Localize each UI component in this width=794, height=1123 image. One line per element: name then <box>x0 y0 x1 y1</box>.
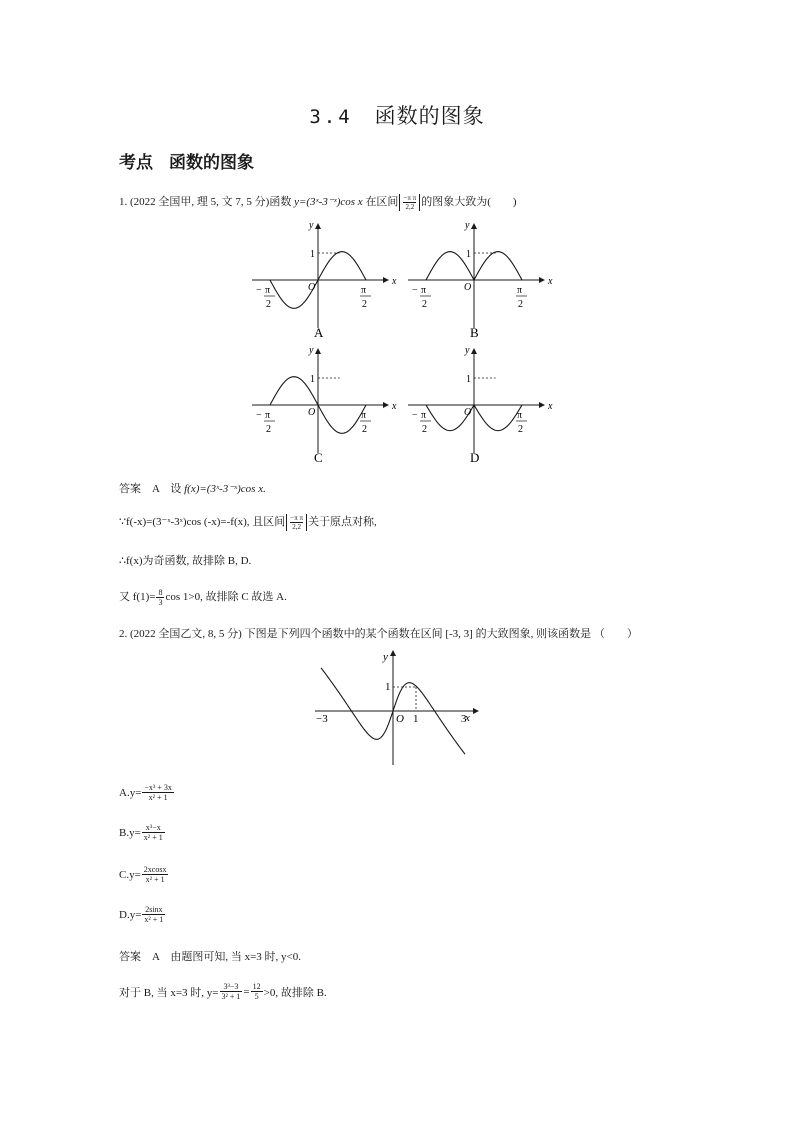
answer-1-line-3: ∴f(x)为奇函数, 故排除 B, D. <box>119 555 252 567</box>
graph-d-tick-pos-two: 2 <box>518 424 523 435</box>
topic-label: 考点 <box>119 153 153 173</box>
interval-sign: − <box>403 193 408 202</box>
option-a-num: −x³ + 3x <box>144 783 172 792</box>
ans2-frac-2-den: 5 <box>254 992 259 1001</box>
graph-a-tick-pos-two: 2 <box>362 299 367 310</box>
graph-d-ytick-1: 1 <box>466 374 471 385</box>
graph-c-tick-neg-minus: − <box>256 410 262 421</box>
graph-d-tick-neg-pi: π <box>421 410 427 421</box>
graph-a-x-label: x <box>392 276 397 287</box>
graph-b-tick-pos-pi: π <box>517 285 523 296</box>
graph-b-tick-neg-pi: π <box>421 285 427 296</box>
graph-d-x-label: x <box>548 401 553 412</box>
graph-b-origin: O <box>464 282 472 293</box>
graph-a-tick-neg-pi: π <box>265 285 271 296</box>
graph-b-tick-pos-two: 2 <box>518 299 523 310</box>
graph-a-y-label: y <box>309 220 314 231</box>
graph-a-tick-neg-two: 2 <box>266 299 271 310</box>
question-1-stem <box>119 193 517 211</box>
graph-d-tick-pos-pi: π <box>517 410 523 421</box>
graph-b-ytick-1: 1 <box>466 249 471 260</box>
ans1-l2a: ∵f(-x)=(3⁻ˣ-3ˣ)cos (-x)=-f(x), 且区间 <box>119 516 286 528</box>
graph-d-label: D <box>470 450 480 465</box>
graph-a-origin: O <box>308 282 316 293</box>
option-a-frac <box>142 783 173 802</box>
topic-text: 函数的图象 <box>169 153 254 173</box>
ans2-l2a: 对于 B, 当 x=3 时, y= <box>119 986 219 999</box>
q2-x-label: x <box>465 712 470 724</box>
option-a <box>119 783 175 802</box>
answer-2-line-1: 答案 A 由题图可知, 当 x=3 时, y<0. <box>119 951 301 963</box>
question-2-stem: 2. (2022 全国乙文, 8, 5 分) 下图是下列四个函数中的某个函数在区间 [-3, 3] 的大致图象, 则该函数是 （ ） <box>119 628 638 640</box>
interval-sign: − <box>290 513 295 522</box>
graph-c-tick-pos-pi: π <box>361 410 367 421</box>
section-title: 函数的图象 <box>374 104 485 128</box>
answer-2-line-2 <box>119 982 327 1001</box>
option-b-num: x³−x <box>142 823 165 833</box>
option-c-num: 2xcosx <box>143 865 167 874</box>
q1-graphs <box>240 220 560 470</box>
q2-tick-1: 1 <box>413 713 419 725</box>
option-d <box>119 905 166 924</box>
option-c-label: C.y= <box>119 868 141 881</box>
q2-tick-neg3: −3 <box>316 713 328 725</box>
q2-y-label: y <box>383 651 388 663</box>
option-c-den: x² + 1 <box>145 875 165 884</box>
option-a-label: A.y= <box>119 786 142 799</box>
graph-c-tick-pos-two: 2 <box>362 424 367 435</box>
option-d-den: x² + 1 <box>144 915 164 924</box>
q1-stem-a: 1. (2022 全国甲, 理 5, 文 7, 5 分)函数 <box>119 196 295 208</box>
q1-func: y=(3ˣ-3⁻ˣ)cos x <box>294 196 363 208</box>
interval-bottom: 2,2 <box>405 202 415 211</box>
option-d-label: D.y= <box>119 908 142 921</box>
ans1-frac <box>156 588 164 607</box>
interval-bottom: 2,2 <box>292 522 302 531</box>
option-b-label: B.y= <box>119 826 141 839</box>
graph-a-tick-pos-pi: π <box>361 285 367 296</box>
answer-1-line-4 <box>119 588 287 607</box>
ans2-frac-2-num: 12 <box>252 982 261 991</box>
ans2-frac-2 <box>251 982 263 1001</box>
ans2-eq: = <box>243 985 250 998</box>
answer-1-line-1 <box>119 480 266 496</box>
ans1-interval <box>286 514 307 531</box>
graph-b-y-label: y <box>465 220 470 231</box>
option-b-frac <box>142 823 165 842</box>
graph-b-label: B <box>470 325 479 340</box>
graph-c-label: C <box>314 450 323 465</box>
graph-c-y-label: y <box>309 345 314 356</box>
ans1-frac-num: 8 <box>158 588 163 597</box>
graph-b-tick-neg-two: 2 <box>422 299 427 310</box>
option-b-den: x² + 1 <box>143 833 163 842</box>
graph-b-x-label: x <box>548 276 553 287</box>
section-number: 3.4 <box>309 106 353 128</box>
answer-1-line-2 <box>119 513 377 531</box>
q2-ytick-1: 1 <box>385 681 391 693</box>
graph-c-x-label: x <box>392 401 397 412</box>
q2-graph <box>310 648 490 768</box>
ans1-frac-den: 3 <box>158 598 163 607</box>
option-d-frac <box>142 905 165 924</box>
graph-d-tick-neg-minus: − <box>412 410 418 421</box>
ans2-frac-1 <box>220 982 243 1001</box>
option-a-den: x² + 1 <box>148 793 168 802</box>
option-c <box>119 865 169 884</box>
q2-tick-3: 3 <box>461 713 467 725</box>
ans1-l2b: 关于原点对称, <box>308 516 377 528</box>
q1-stem-b: 在区间 <box>362 196 399 208</box>
ans2-frac-1-num: 3³−3 <box>220 982 243 992</box>
q2-origin: O <box>396 713 404 725</box>
page-title <box>0 100 794 130</box>
option-b <box>119 823 166 842</box>
interval-top: π π <box>407 193 417 202</box>
graph-c-origin: O <box>308 407 316 418</box>
graph-d-y-label: y <box>465 345 470 356</box>
option-d-num: 2sinx <box>142 905 165 915</box>
q1-interval <box>399 194 420 211</box>
graph-d-tick-neg-two: 2 <box>422 424 427 435</box>
graph-a-ytick-1: 1 <box>310 249 315 260</box>
ans1-l4b: cos 1>0, 故排除 C 故选 A. <box>165 591 287 604</box>
graph-c-ytick-1: 1 <box>310 374 315 385</box>
graph-d-origin: O <box>464 407 472 418</box>
ans1-l4a: 又 f(1)= <box>119 591 156 604</box>
interval-top: π π <box>294 513 304 522</box>
ans2-frac-1-den: 3² + 1 <box>221 992 241 1001</box>
graph-a-tick-neg-minus: − <box>256 285 262 296</box>
ans2-l2b: >0, 故排除 B. <box>263 986 327 999</box>
option-c-frac <box>142 865 169 884</box>
ans1-l1b: f(x)=(3ˣ-3⁻ˣ)cos x. <box>184 483 266 495</box>
q1-stem-c: 的图象大致为( ) <box>421 196 517 208</box>
graph-a-label: A <box>314 325 324 340</box>
topic-heading <box>119 148 254 173</box>
graph-c-tick-neg-two: 2 <box>266 424 271 435</box>
ans1-l1a: 答案 A 设 <box>119 483 185 495</box>
graph-c-tick-neg-pi: π <box>265 410 271 421</box>
graph-b-tick-neg-minus: − <box>412 285 418 296</box>
